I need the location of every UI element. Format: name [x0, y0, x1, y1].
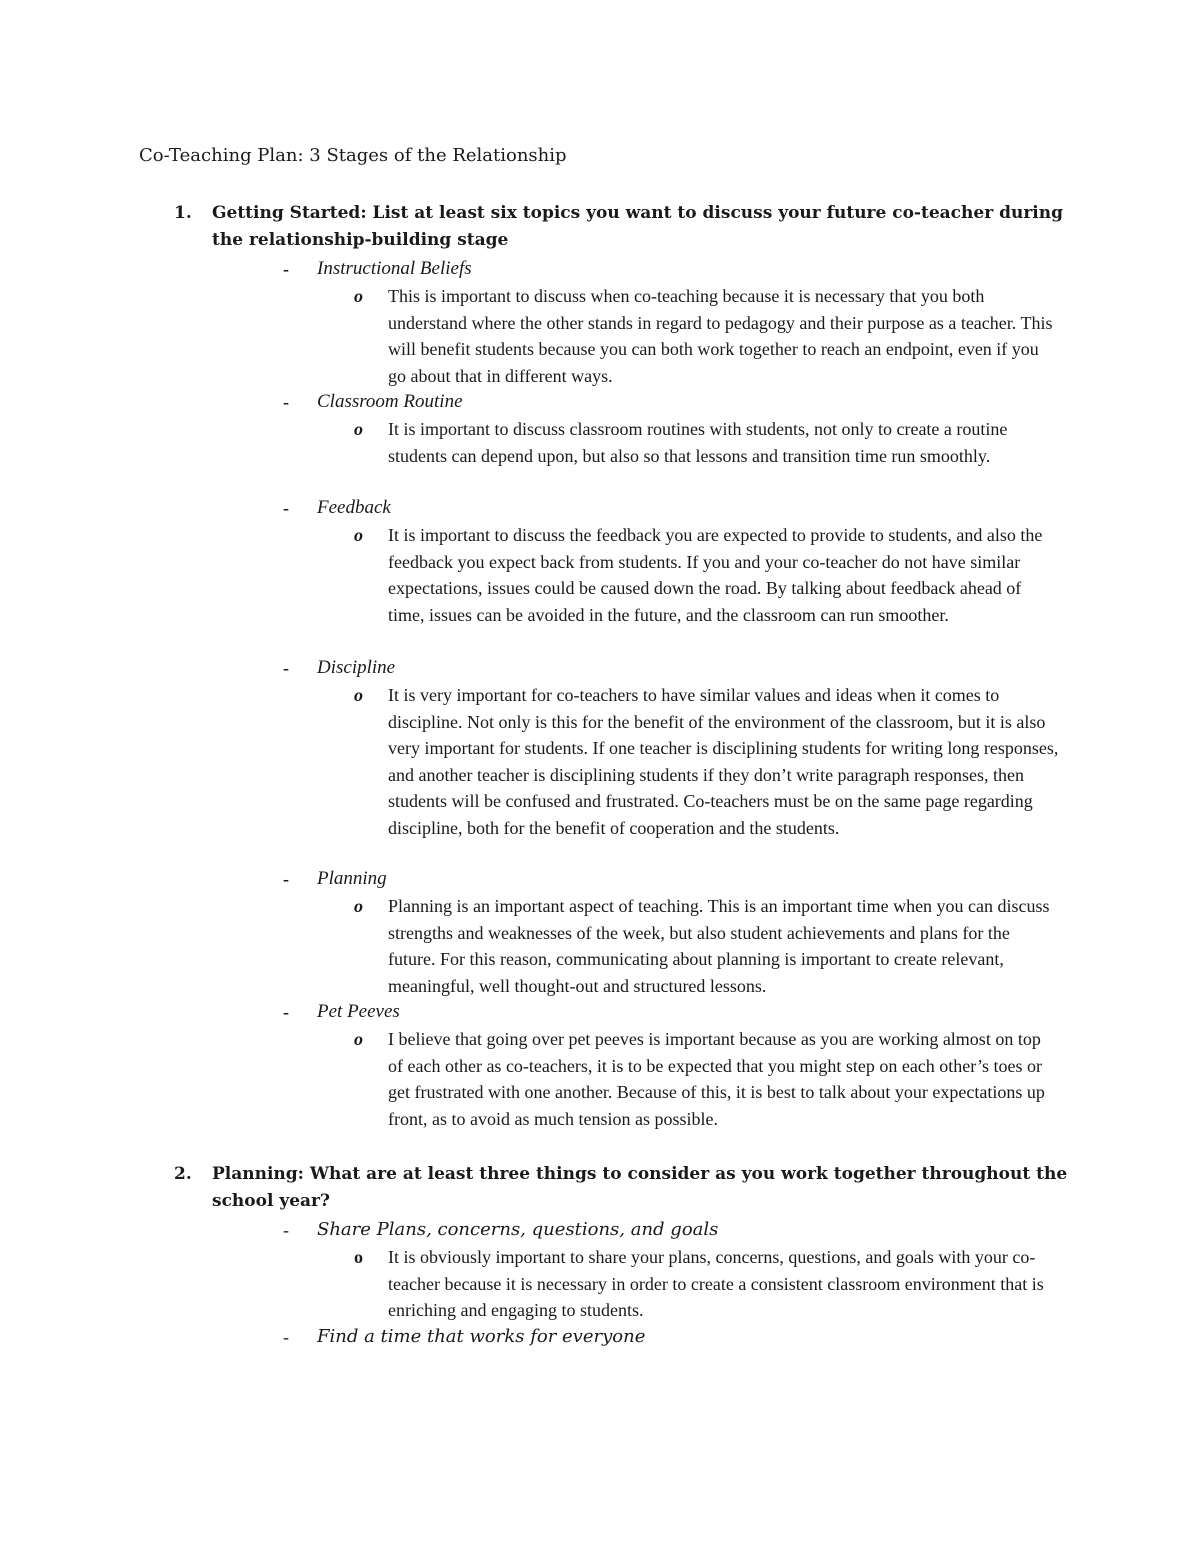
- bullet-marker: o: [354, 896, 363, 916]
- dash-marker: -: [283, 1327, 289, 1347]
- topic-explanation: It is obviously important to share your plans, concerns, questions, and goals with your co-teacher because it is necessary in order to create a consistent classroom environment that is enriching and engaging to students.: [388, 1247, 1044, 1320]
- topic-explanation: Planning is an important aspect of teaching. This is an important time when you can discuss strengths and weaknesses of the week, but also student achievements and plans for the future. For this reason, communicating about planning is important to create relevant, meaningful, well thought-out and structured lessons.: [388, 896, 1050, 996]
- bullet-marker: o: [354, 419, 363, 439]
- question-number: 2.: [174, 1164, 192, 1184]
- dash-marker: -: [283, 869, 289, 889]
- dash-marker: -: [283, 259, 289, 279]
- topic-label: Find a time that works for everyone: [317, 1326, 646, 1347]
- topic-label: Discipline: [317, 657, 396, 678]
- topic-explanation: It is important to discuss classroom routines with students, not only to create a routine students can depend upon, but also so that lessons and transition time run smoothly.: [388, 419, 1008, 466]
- question-number: 1.: [174, 203, 192, 223]
- bullet-marker: o: [354, 525, 363, 545]
- dash-marker: -: [283, 392, 289, 412]
- topic-explanation: This is important to discuss when co-teaching because it is necessary that you both understand where the other stands in regard to pedagogy and their purpose as a teacher. This will benefit students because you can both work together to reach an endpoint, even if you go about that in different ways.: [388, 286, 1053, 386]
- question-heading: Getting Started: List at least six topics you want to discuss your future co-teacher during the relationship-building stage: [212, 203, 1063, 250]
- bullet-marker: o: [354, 685, 363, 705]
- topic-explanation: I believe that going over pet peeves is important because as you are working almost on top of each other as co-teachers, it is to be expected that you might step on each other’s toes or get frustrated with one another. Because of this, it is best to talk about your expectations up front, as to avoid as much tension as possible.: [388, 1029, 1045, 1129]
- document-title: Co-Teaching Plan: 3 Stages of the Relationship: [139, 145, 567, 166]
- topic-label: Share Plans, concerns, questions, and goals: [317, 1219, 719, 1240]
- dash-marker: -: [283, 498, 289, 518]
- dash-marker: -: [283, 658, 289, 678]
- topic-label: Feedback: [317, 497, 391, 518]
- topic-label: Planning: [317, 868, 387, 889]
- bullet-marker: o: [354, 1029, 363, 1049]
- topic-explanation: It is important to discuss the feedback you are expected to provide to students, and also the feedback you expect back from students. If you and your co-teacher do not have similar expectations, issues could be caused down the road. By talking about feedback ahead of time, issues can be avoided in the future, and the classroom can run smoother.: [388, 525, 1043, 625]
- bullet-marker: o: [354, 1247, 363, 1267]
- topic-label: Classroom Routine: [317, 391, 463, 412]
- dash-marker: -: [283, 1002, 289, 1022]
- topic-label: Pet Peeves: [317, 1001, 400, 1022]
- dash-marker: -: [283, 1220, 289, 1240]
- bullet-marker: o: [354, 286, 363, 306]
- topic-label: Instructional Beliefs: [317, 258, 472, 279]
- topic-explanation: It is very important for co-teachers to have similar values and ideas when it comes to discipline. Not only is this for the benefit of the environment of the classroom, but it is also very important for students. If one teacher is disciplining students for writing long responses, and another teacher is disciplining students if they don’t write paragraph responses, then students will be confused and frustrated. Co-teachers must be on the same page regarding discipline, both for the benefit of cooperation and the students.: [388, 685, 1059, 838]
- question-heading: Planning: What are at least three things to consider as you work together throughout the school year?: [212, 1164, 1068, 1211]
